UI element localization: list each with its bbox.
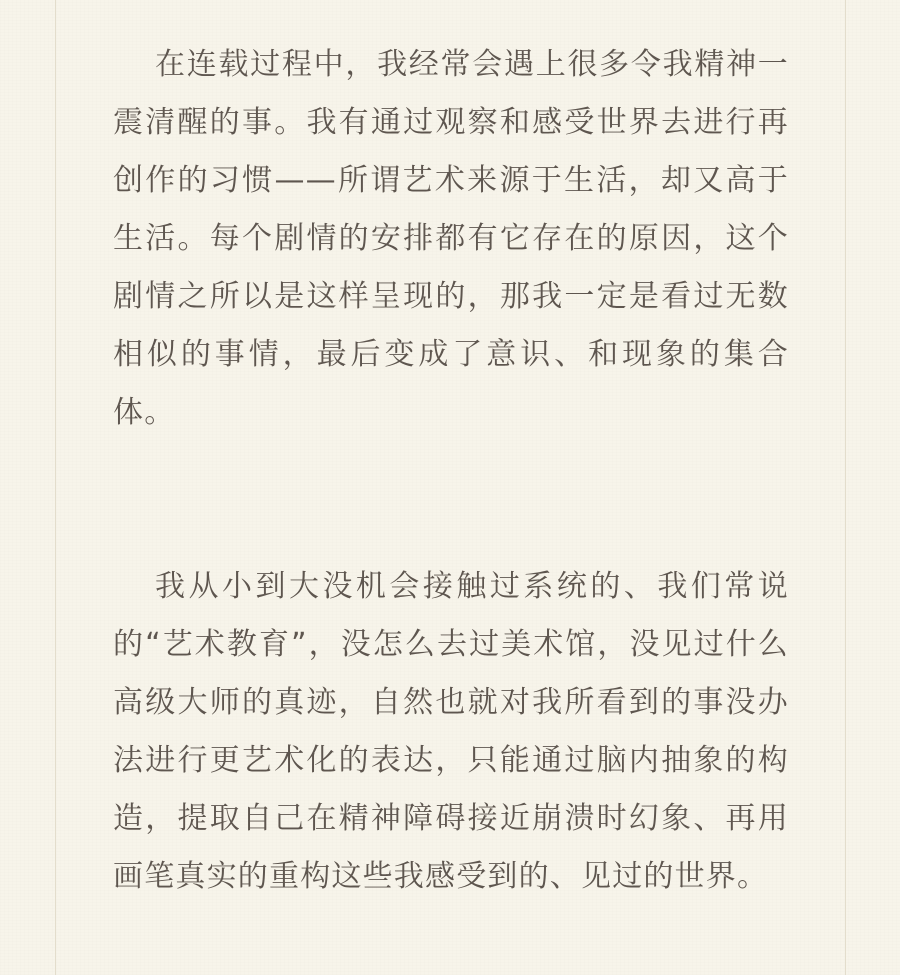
right-margin-line	[845, 0, 846, 975]
paragraph-1: 在连载过程中，我经常会遇上很多令我精神一震清醒的事。我有通过观察和感受世界去进行再创作的习惯——所谓艺术来源于生活，却又高于生活。每个剧情的安排都有它存在的原因，这个剧情之所以是这样呈现的，那我一定是看过无数相似的事情，最后变成了意识、和现象的集合体。	[113, 47, 789, 430]
left-margin-line	[55, 0, 56, 975]
article-body	[113, 36, 789, 906]
paragraph-2: 我从小到大没机会接触过系统的、我们常说的“艺术教育”，没怎么去过美术馆，没见过什么高级大师的真迹，自然也就对我所看到的事没办法进行更艺术化的表达，只能通过脑内抽象的构造，提取自己在精神障碍接近崩溃时幻象、再用画笔真实的重构这些我感受到的、见过的世界。	[113, 569, 789, 894]
